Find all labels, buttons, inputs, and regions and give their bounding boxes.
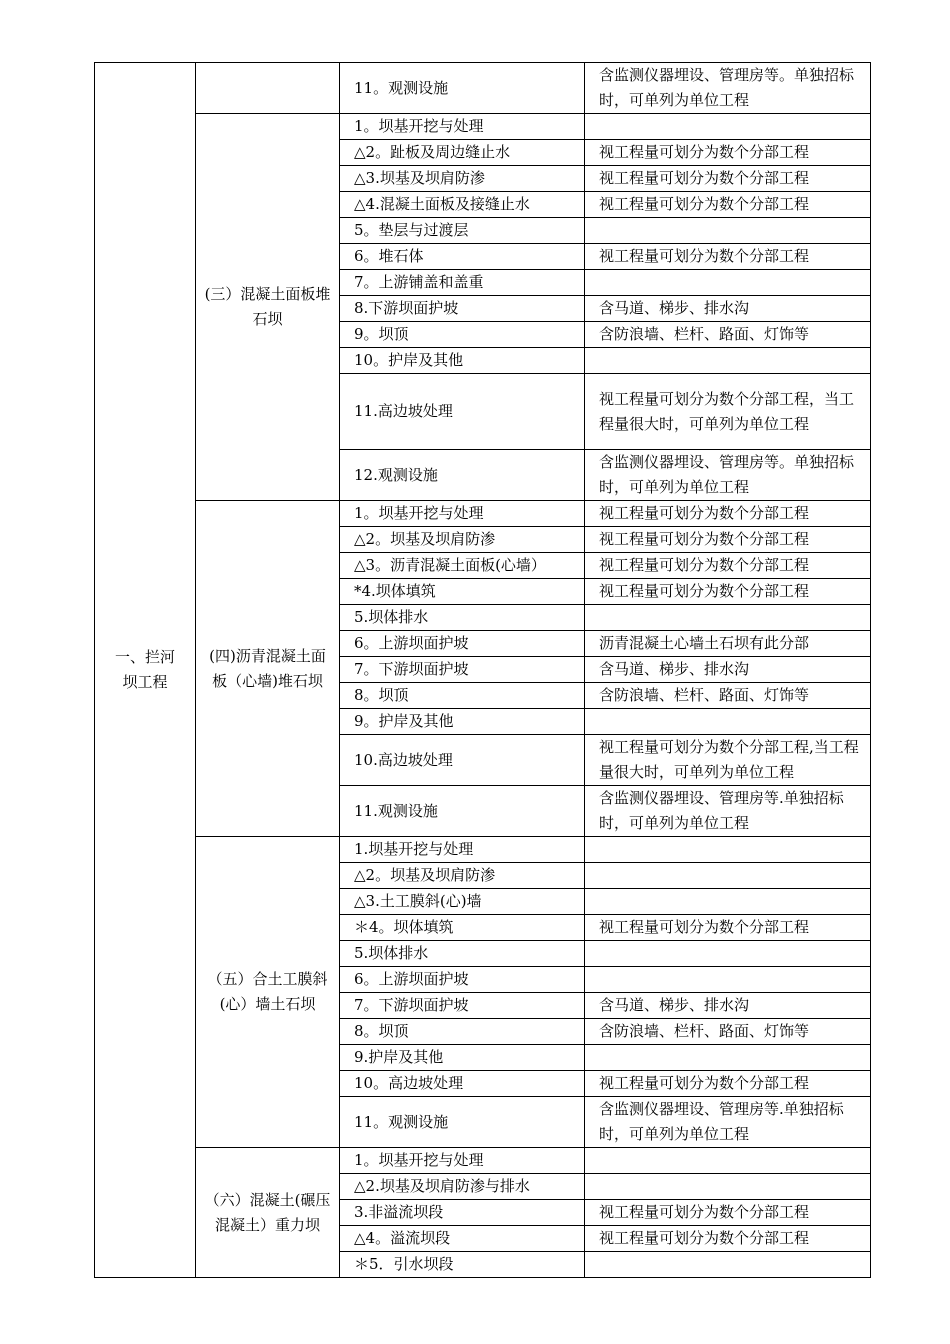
category-cell: [95, 63, 196, 1278]
division-note: 含防浪墙、栏杆、路面、灯饰等: [585, 322, 871, 348]
division-item: 11.观测设施: [340, 786, 585, 837]
division-item: *4.坝体填筑: [340, 579, 585, 605]
division-item: 6。堆石体: [340, 244, 585, 270]
dam-type-cell: [196, 837, 340, 1148]
division-item: 10。高边坡处理: [340, 1071, 585, 1097]
division-note: [585, 218, 871, 244]
division-note: 含防浪墙、栏杆、路面、灯饰等: [585, 1019, 871, 1045]
division-note: 视工程量可划分为数个分部工程: [585, 1226, 871, 1252]
division-item: △4.混凝土面板及接缝止水: [340, 192, 585, 218]
division-item: 3.非溢流坝段: [340, 1200, 585, 1226]
table-row: [95, 1148, 871, 1174]
division-note: 含防浪墙、栏杆、路面、灯饰等: [585, 683, 871, 709]
dam-type-label: （五）合土工膜斜(心）墙土石坝: [207, 970, 328, 1013]
division-item: 7。上游铺盖和盖重: [340, 270, 585, 296]
division-note: 视工程量可划分为数个分部工程: [585, 553, 871, 579]
table-row: [95, 114, 871, 140]
table-row: [95, 63, 871, 114]
division-note: 视工程量可划分为数个分部工程: [585, 192, 871, 218]
division-item: 6。上游坝面护坡: [340, 631, 585, 657]
dam-type-label: (三）混凝土面板堆石坝: [204, 285, 331, 328]
division-note: 含马道、梯步、排水沟: [585, 296, 871, 322]
division-item: 8。坝顶: [340, 1019, 585, 1045]
dam-type-cell: [196, 1148, 340, 1278]
division-note: [585, 1045, 871, 1071]
division-item: 8.下游坝面护坡: [340, 296, 585, 322]
division-note: 含马道、梯步、排水沟: [585, 993, 871, 1019]
division-note: 视工程量可划分为数个分部工程: [585, 1071, 871, 1097]
division-note: [585, 863, 871, 889]
division-note: 含监测仪器埋设、管理房等。单独招标时，可单列为单位工程: [585, 63, 871, 114]
division-item: 9。坝顶: [340, 322, 585, 348]
division-item: 11。观测设施: [340, 63, 585, 114]
dam-type-cell: [196, 114, 340, 501]
division-note: 含马道、梯步、排水沟: [585, 657, 871, 683]
division-note: [585, 889, 871, 915]
division-note: 视工程量可划分为数个分部工程: [585, 527, 871, 553]
category-label: 一、拦河坝工程: [114, 648, 175, 691]
division-item: △3。沥青混凝土面板(心墙）: [340, 553, 585, 579]
division-item: 5.坝体排水: [340, 605, 585, 631]
division-item: 1。坝基开挖与处理: [340, 1148, 585, 1174]
division-item: 8。坝顶: [340, 683, 585, 709]
dam-type-cell: [196, 501, 340, 837]
project-division-table: [94, 62, 871, 1278]
division-item: ＊4。坝体填筑: [340, 915, 585, 941]
division-item: 10.高边坡处理: [340, 735, 585, 786]
division-note: [585, 941, 871, 967]
division-note: 视工程量可划分为数个分部工程: [585, 579, 871, 605]
division-item: 9.护岸及其他: [340, 1045, 585, 1071]
division-item: △2.坝基及坝肩防渗与排水: [340, 1174, 585, 1200]
division-note: [585, 837, 871, 863]
division-item: △2。趾板及周边缝止水: [340, 140, 585, 166]
division-note: 视工程量可划分为数个分部工程,当工程量很大时，可单列为单位工程: [585, 735, 871, 786]
division-item: 7。下游坝面护坡: [340, 657, 585, 683]
division-item: 12.观测设施: [340, 450, 585, 501]
division-item: △3.坝基及坝肩防渗: [340, 166, 585, 192]
division-note: 含监测仪器埋设、管理房等。单独招标时，可单列为单位工程: [585, 450, 871, 501]
division-note: 视工程量可划分为数个分部工程: [585, 915, 871, 941]
division-note: [585, 1148, 871, 1174]
division-item: ＊5．引水坝段: [340, 1252, 585, 1278]
division-item: 9。护岸及其他: [340, 709, 585, 735]
division-note: 含监测仪器埋设、管理房等.单独招标时，可单列为单位工程: [585, 786, 871, 837]
division-note: [585, 709, 871, 735]
division-item: 1。坝基开挖与处理: [340, 114, 585, 140]
division-item: 6。上游坝面护坡: [340, 967, 585, 993]
dam-type-cell: [196, 63, 340, 114]
division-item: 1。坝基开挖与处理: [340, 501, 585, 527]
division-item: △4。溢流坝段: [340, 1226, 585, 1252]
division-note: [585, 1174, 871, 1200]
division-item: △3.土工膜斜(心)墙: [340, 889, 585, 915]
division-item: 10。护岸及其他: [340, 348, 585, 374]
table-row: [95, 501, 871, 527]
division-note: 视工程量可划分为数个分部工程: [585, 166, 871, 192]
division-item: 11。观测设施: [340, 1097, 585, 1148]
division-note: [585, 605, 871, 631]
dam-type-label: (四)沥青混凝土面板（心墙)堆石坝: [209, 646, 326, 690]
dam-type-label: （六）混凝土(碾压混凝土）重力坝: [204, 1190, 331, 1234]
division-note: [585, 348, 871, 374]
division-note: 含监测仪器埋设、管理房等.单独招标时，可单列为单位工程: [585, 1097, 871, 1148]
division-item: 11.高边坡处理: [340, 374, 585, 450]
division-note: 沥青混凝土心墙土石坝有此分部: [585, 631, 871, 657]
division-note: 视工程量可划分为数个分部工程: [585, 140, 871, 166]
table-row: [95, 837, 871, 863]
division-note: 视工程量可划分为数个分部工程: [585, 1200, 871, 1226]
division-note: [585, 114, 871, 140]
table-body: [95, 63, 871, 1278]
division-note: [585, 1252, 871, 1278]
division-item: 7。下游坝面护坡: [340, 993, 585, 1019]
division-note: [585, 270, 871, 296]
division-item: △2。坝基及坝肩防渗: [340, 863, 585, 889]
division-note: 视工程量可划分为数个分部工程: [585, 244, 871, 270]
division-item: 1.坝基开挖与处理: [340, 837, 585, 863]
division-item: 5.坝体排水: [340, 941, 585, 967]
division-note: 视工程量可划分为数个分部工程: [585, 501, 871, 527]
division-note: [585, 967, 871, 993]
division-item: 5。垫层与过渡层: [340, 218, 585, 244]
division-note: 视工程量可划分为数个分部工程，当工程量很大时，可单列为单位工程: [585, 374, 871, 450]
division-item: △2。坝基及坝肩防渗: [340, 527, 585, 553]
